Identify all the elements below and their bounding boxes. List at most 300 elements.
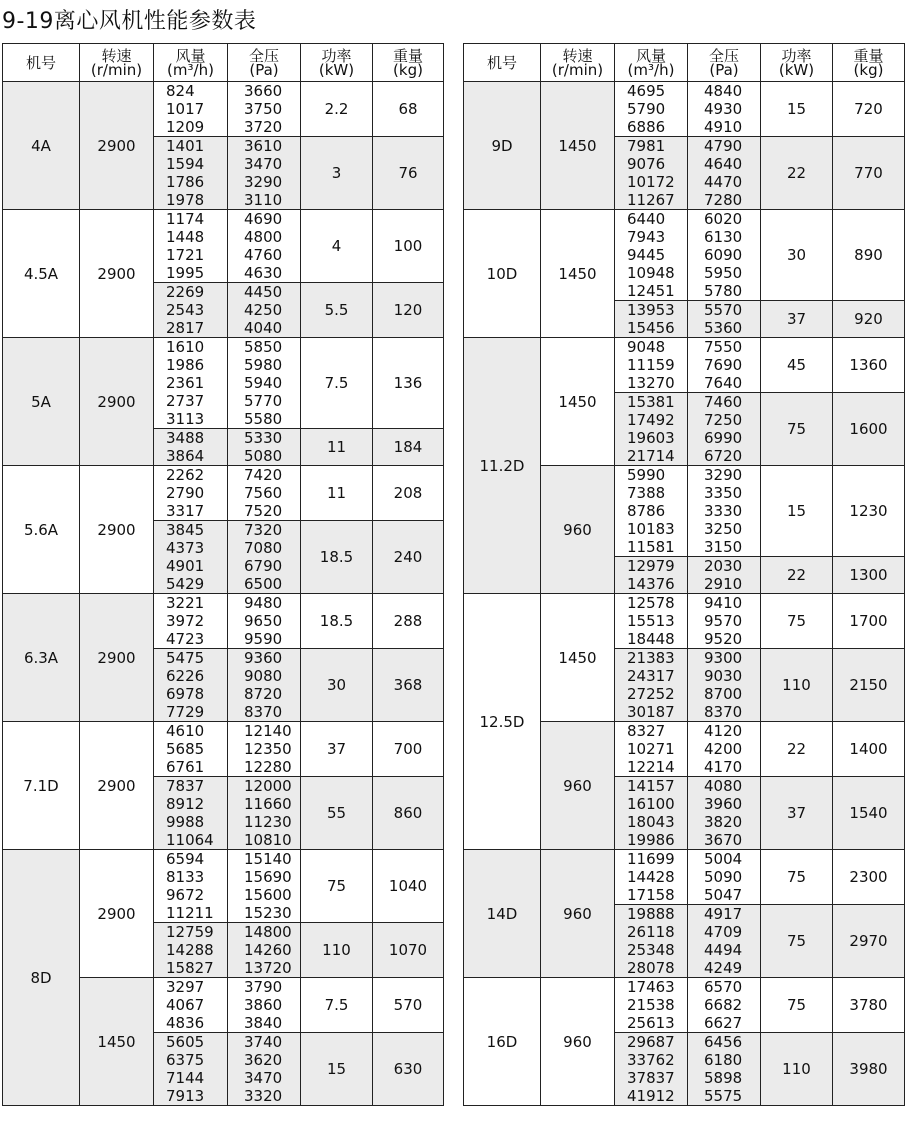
- flow-value: 11211: [166, 904, 214, 922]
- power-cell: 5.5: [301, 283, 373, 338]
- flow-value: 9988: [166, 813, 205, 831]
- model-cell: 5.6A: [3, 466, 80, 594]
- flow-value: 2790: [166, 484, 205, 502]
- pressure-value: 3840: [244, 1014, 283, 1032]
- flow-cell: [615, 301, 688, 338]
- pressure-cell: [228, 521, 301, 594]
- weight-cell: 1600: [833, 393, 905, 466]
- weight-cell: 240: [373, 521, 444, 594]
- flow-value: 17158: [627, 886, 675, 904]
- flow-value: 7913: [166, 1087, 205, 1105]
- power-cell: 75: [761, 393, 833, 466]
- flow-cell: [615, 137, 688, 210]
- pressure-value: 13720: [244, 959, 292, 977]
- pressure-cell: [228, 722, 301, 777]
- flow-value: 3488: [166, 429, 205, 447]
- flow-value: 5685: [166, 740, 205, 758]
- power-cell: 15: [761, 466, 833, 557]
- flow-value: 28078: [627, 959, 675, 977]
- pressure-value: 9590: [244, 630, 283, 648]
- flow-value: 1786: [166, 173, 205, 191]
- pressure-value: 5850: [244, 338, 283, 356]
- flow-value: 7729: [166, 703, 205, 721]
- header-pressure: 全压 (Pa): [688, 44, 761, 82]
- speed-cell: 960: [541, 850, 615, 978]
- pressure-value: 15230: [244, 904, 292, 922]
- pressure-value: 6456: [704, 1033, 743, 1051]
- model-cell: 11.2D: [464, 338, 541, 594]
- pressure-cell: [228, 466, 301, 521]
- pressure-value: 5950: [704, 264, 743, 282]
- pressure-value: 7280: [704, 191, 743, 209]
- pressure-value: 11660: [244, 795, 292, 813]
- power-cell: 11: [301, 429, 373, 466]
- pressure-value: 6090: [704, 246, 743, 264]
- table-row: [3, 466, 444, 521]
- pressure-value: 12350: [244, 740, 292, 758]
- power-cell: 110: [761, 649, 833, 722]
- flow-value: 27252: [627, 685, 675, 703]
- pressure-value: 4170: [704, 758, 743, 776]
- fan-performance-table-right: [463, 43, 905, 1106]
- flow-value: 14288: [166, 941, 214, 959]
- pressure-value: 3620: [244, 1051, 283, 1069]
- pressure-value: 7250: [704, 411, 743, 429]
- pressure-value: 4494: [704, 941, 743, 959]
- pressure-cell: [228, 594, 301, 649]
- flow-value: 6440: [627, 210, 666, 228]
- weight-cell: 1300: [833, 557, 905, 594]
- pressure-value: 9300: [704, 649, 743, 667]
- flow-cell: [154, 777, 228, 850]
- header-weight: 重量 (kg): [373, 44, 444, 82]
- header-flow: 风量 (m³/h): [154, 44, 228, 82]
- flow-value: 3972: [166, 612, 205, 630]
- power-cell: 15: [301, 1033, 373, 1106]
- weight-cell: 1360: [833, 338, 905, 393]
- pressure-value: 5940: [244, 374, 283, 392]
- model-cell: 16D: [464, 978, 541, 1106]
- pressure-value: 15690: [244, 868, 292, 886]
- weight-cell: 3780: [833, 978, 905, 1033]
- flow-value: 1721: [166, 246, 205, 264]
- power-cell: 7.5: [301, 338, 373, 429]
- pressure-value: 4690: [244, 210, 283, 228]
- flow-value: 5475: [166, 649, 205, 667]
- pressure-value: 4200: [704, 740, 743, 758]
- flow-value: 19603: [627, 429, 675, 447]
- table-row: [3, 594, 444, 649]
- flow-value: 29687: [627, 1033, 675, 1051]
- pressure-value: 9570: [704, 612, 743, 630]
- flow-value: 25613: [627, 1014, 675, 1032]
- pressure-value: 7420: [244, 466, 283, 484]
- power-cell: 75: [761, 850, 833, 905]
- weight-cell: 770: [833, 137, 905, 210]
- flow-value: 6594: [166, 850, 205, 868]
- pressure-value: 15140: [244, 850, 292, 868]
- flow-value: 7388: [627, 484, 666, 502]
- flow-value: 7144: [166, 1069, 205, 1087]
- model-cell: 12.5D: [464, 594, 541, 850]
- pressure-value: 9520: [704, 630, 743, 648]
- weight-cell: 288: [373, 594, 444, 649]
- pressure-value: 9360: [244, 649, 283, 667]
- table-row: [3, 82, 444, 137]
- header-model: 机号: [464, 44, 541, 82]
- flow-cell: [615, 466, 688, 557]
- flow-value: 8786: [627, 502, 666, 520]
- power-cell: 75: [761, 905, 833, 978]
- flow-value: 11581: [627, 538, 675, 556]
- power-cell: 75: [761, 594, 833, 649]
- flow-value: 7981: [627, 137, 666, 155]
- pressure-value: 3470: [244, 155, 283, 173]
- flow-value: 10948: [627, 264, 675, 282]
- pressure-value: 4709: [704, 923, 743, 941]
- speed-cell: 1450: [80, 978, 154, 1106]
- flow-value: 5605: [166, 1033, 205, 1051]
- speed-cell: 1450: [541, 338, 615, 466]
- flow-value: 824: [166, 82, 195, 100]
- flow-value: 3113: [166, 410, 205, 428]
- speed-cell: 2900: [80, 850, 154, 978]
- pressure-value: 6682: [704, 996, 743, 1014]
- page-title: 9-19离心风机性能参数表: [2, 9, 257, 34]
- power-cell: 11: [301, 466, 373, 521]
- flow-value: 13953: [627, 301, 675, 319]
- weight-cell: 1400: [833, 722, 905, 777]
- pressure-value: 8720: [244, 685, 283, 703]
- power-cell: 37: [761, 301, 833, 338]
- pressure-cell: [688, 905, 761, 978]
- pressure-cell: [688, 722, 761, 777]
- speed-cell: 960: [541, 466, 615, 594]
- flow-value: 9076: [627, 155, 666, 173]
- pressure-value: 6790: [244, 557, 283, 575]
- pressure-value: 5980: [244, 356, 283, 374]
- flow-value: 14376: [627, 575, 675, 593]
- weight-cell: 120: [373, 283, 444, 338]
- pressure-cell: [228, 1033, 301, 1106]
- flow-value: 15381: [627, 393, 675, 411]
- power-cell: 22: [761, 137, 833, 210]
- flow-value: 2262: [166, 466, 205, 484]
- flow-value: 6226: [166, 667, 205, 685]
- table-row: [464, 594, 905, 649]
- flow-value: 12979: [627, 557, 675, 575]
- table-header-row: [3, 44, 444, 82]
- pressure-cell: [228, 978, 301, 1033]
- pressure-value: 7550: [704, 338, 743, 356]
- flow-value: 30187: [627, 703, 675, 721]
- flow-value: 10183: [627, 520, 675, 538]
- pressure-value: 5080: [244, 447, 283, 465]
- power-cell: 7.5: [301, 978, 373, 1033]
- power-cell: 37: [301, 722, 373, 777]
- flow-cell: [615, 722, 688, 777]
- weight-cell: 184: [373, 429, 444, 466]
- weight-cell: 76: [373, 137, 444, 210]
- flow-value: 5429: [166, 575, 205, 593]
- pressure-value: 3740: [244, 1033, 283, 1051]
- flow-value: 11699: [627, 850, 675, 868]
- power-cell: 37: [761, 777, 833, 850]
- flow-value: 1986: [166, 356, 205, 374]
- pressure-value: 4080: [704, 777, 743, 795]
- pressure-cell: [228, 82, 301, 137]
- weight-cell: 1230: [833, 466, 905, 557]
- flow-value: 4723: [166, 630, 205, 648]
- pressure-value: 2910: [704, 575, 743, 593]
- flow-cell: [154, 978, 228, 1033]
- pressure-value: 3110: [244, 191, 283, 209]
- flow-value: 1401: [166, 137, 205, 155]
- pressure-cell: [228, 777, 301, 850]
- pressure-value: 6130: [704, 228, 743, 246]
- pressure-value: 3960: [704, 795, 743, 813]
- pressure-value: 12140: [244, 722, 292, 740]
- table-row: [3, 850, 444, 923]
- power-cell: 30: [761, 210, 833, 301]
- table-row: [464, 210, 905, 301]
- pressure-cell: [688, 594, 761, 649]
- flow-value: 12451: [627, 282, 675, 300]
- flow-value: 14157: [627, 777, 675, 795]
- pressure-cell: [228, 649, 301, 722]
- pressure-cell: [228, 137, 301, 210]
- flow-value: 3297: [166, 978, 205, 996]
- flow-cell: [154, 210, 228, 283]
- weight-cell: 1040: [373, 850, 444, 923]
- flow-value: 33762: [627, 1051, 675, 1069]
- pressure-cell: [228, 429, 301, 466]
- pressure-cell: [688, 82, 761, 137]
- weight-cell: 1700: [833, 594, 905, 649]
- pressure-value: 6627: [704, 1014, 743, 1032]
- flow-cell: [154, 137, 228, 210]
- pressure-value: 12000: [244, 777, 292, 795]
- flow-value: 10172: [627, 173, 675, 191]
- table-row: [464, 82, 905, 137]
- pressure-value: 8370: [244, 703, 283, 721]
- header-pressure: 全压 (Pa): [228, 44, 301, 82]
- flow-value: 16100: [627, 795, 675, 813]
- pressure-cell: [228, 923, 301, 978]
- flow-cell: [154, 722, 228, 777]
- pressure-value: 7690: [704, 356, 743, 374]
- flow-value: 2817: [166, 319, 205, 337]
- pressure-value: 6990: [704, 429, 743, 447]
- pressure-value: 14260: [244, 941, 292, 959]
- flow-value: 25348: [627, 941, 675, 959]
- flow-value: 13270: [627, 374, 675, 392]
- pressure-cell: [688, 557, 761, 594]
- flow-value: 17463: [627, 978, 675, 996]
- weight-cell: 860: [373, 777, 444, 850]
- pressure-value: 9410: [704, 594, 743, 612]
- flow-cell: [615, 777, 688, 850]
- header-power: 功率 (kW): [761, 44, 833, 82]
- pressure-value: 7640: [704, 374, 743, 392]
- flow-value: 41912: [627, 1087, 675, 1105]
- pressure-value: 4910: [704, 118, 743, 136]
- flow-value: 19986: [627, 831, 675, 849]
- flow-value: 12578: [627, 594, 675, 612]
- pressure-value: 4800: [244, 228, 283, 246]
- flow-value: 9445: [627, 246, 666, 264]
- flow-value: 1995: [166, 264, 205, 282]
- pressure-value: 3790: [244, 978, 283, 996]
- flow-cell: [154, 429, 228, 466]
- pressure-value: 6570: [704, 978, 743, 996]
- pressure-value: 4840: [704, 82, 743, 100]
- flow-cell: [154, 594, 228, 649]
- pressure-value: 4120: [704, 722, 743, 740]
- pressure-value: 4917: [704, 905, 743, 923]
- flow-cell: [154, 850, 228, 923]
- pressure-value: 7320: [244, 521, 283, 539]
- pressure-value: 6720: [704, 447, 743, 465]
- flow-value: 8327: [627, 722, 666, 740]
- table-row: [464, 850, 905, 905]
- power-cell: 15: [761, 82, 833, 137]
- flow-value: 12214: [627, 758, 675, 776]
- pressure-value: 5090: [704, 868, 743, 886]
- pressure-value: 6500: [244, 575, 283, 593]
- flow-value: 6978: [166, 685, 205, 703]
- pressure-value: 7080: [244, 539, 283, 557]
- pressure-value: 2030: [704, 557, 743, 575]
- pressure-value: 5580: [244, 410, 283, 428]
- weight-cell: 2970: [833, 905, 905, 978]
- flow-value: 7837: [166, 777, 205, 795]
- pressure-value: 3660: [244, 82, 283, 100]
- flow-value: 9672: [166, 886, 205, 904]
- pressure-value: 9650: [244, 612, 283, 630]
- flow-cell: [154, 82, 228, 137]
- weight-cell: 368: [373, 649, 444, 722]
- speed-cell: 1450: [541, 82, 615, 210]
- fan-performance-table-left: [2, 43, 444, 1106]
- weight-cell: 720: [833, 82, 905, 137]
- table-row: [3, 722, 444, 777]
- model-cell: 5A: [3, 338, 80, 466]
- table-header-row: [464, 44, 905, 82]
- speed-cell: 1450: [541, 594, 615, 722]
- pressure-value: 4249: [704, 959, 743, 977]
- flow-value: 18448: [627, 630, 675, 648]
- pressure-value: 4250: [244, 301, 283, 319]
- flow-value: 1610: [166, 338, 205, 356]
- flow-value: 11159: [627, 356, 675, 374]
- flow-value: 1017: [166, 100, 205, 118]
- flow-value: 4067: [166, 996, 205, 1014]
- speed-cell: 2900: [80, 82, 154, 210]
- weight-cell: 2300: [833, 850, 905, 905]
- flow-value: 1174: [166, 210, 205, 228]
- flow-cell: [615, 557, 688, 594]
- flow-value: 2543: [166, 301, 205, 319]
- power-cell: 45: [761, 338, 833, 393]
- flow-value: 1594: [166, 155, 205, 173]
- pressure-value: 10810: [244, 831, 292, 849]
- flow-cell: [154, 466, 228, 521]
- power-cell: 2.2: [301, 82, 373, 137]
- pressure-cell: [228, 210, 301, 283]
- flow-cell: [615, 978, 688, 1033]
- header-speed: 转速 (r/min): [541, 44, 615, 82]
- pressure-cell: [688, 850, 761, 905]
- flow-value: 5990: [627, 466, 666, 484]
- flow-value: 9048: [627, 338, 666, 356]
- pressure-cell: [688, 338, 761, 393]
- pressure-value: 6020: [704, 210, 743, 228]
- weight-cell: 700: [373, 722, 444, 777]
- pressure-value: 3290: [704, 466, 743, 484]
- flow-cell: [154, 521, 228, 594]
- weight-cell: 2150: [833, 649, 905, 722]
- flow-value: 8133: [166, 868, 205, 886]
- pressure-value: 4450: [244, 283, 283, 301]
- pressure-value: 3290: [244, 173, 283, 191]
- speed-cell: 960: [541, 978, 615, 1106]
- flow-cell: [154, 923, 228, 978]
- flow-value: 18043: [627, 813, 675, 831]
- flow-value: 37837: [627, 1069, 675, 1087]
- pressure-value: 5047: [704, 886, 743, 904]
- pressure-value: 4760: [244, 246, 283, 264]
- weight-cell: 136: [373, 338, 444, 429]
- power-cell: 30: [301, 649, 373, 722]
- flow-cell: [615, 649, 688, 722]
- pressure-cell: [228, 283, 301, 338]
- table-row: [3, 210, 444, 283]
- pressure-cell: [688, 393, 761, 466]
- speed-cell: 2900: [80, 210, 154, 338]
- flow-value: 4695: [627, 82, 666, 100]
- flow-value: 4836: [166, 1014, 205, 1032]
- header-model: 机号: [3, 44, 80, 82]
- flow-value: 7943: [627, 228, 666, 246]
- pressure-value: 4790: [704, 137, 743, 155]
- flow-value: 15827: [166, 959, 214, 977]
- flow-value: 4373: [166, 539, 205, 557]
- weight-cell: 1070: [373, 923, 444, 978]
- pressure-value: 9080: [244, 667, 283, 685]
- flow-value: 15456: [627, 319, 675, 337]
- pressure-cell: [688, 210, 761, 301]
- model-cell: 9D: [464, 82, 541, 210]
- pressure-value: 12280: [244, 758, 292, 776]
- flow-cell: [615, 210, 688, 301]
- weight-cell: 570: [373, 978, 444, 1033]
- speed-cell: 2900: [80, 722, 154, 850]
- pressure-value: 5570: [704, 301, 743, 319]
- weight-cell: 100: [373, 210, 444, 283]
- power-cell: 55: [301, 777, 373, 850]
- flow-value: 26118: [627, 923, 675, 941]
- flow-value: 10271: [627, 740, 675, 758]
- power-cell: 110: [761, 1033, 833, 1106]
- flow-cell: [615, 393, 688, 466]
- flow-value: 8912: [166, 795, 205, 813]
- model-cell: 7.1D: [3, 722, 80, 850]
- pressure-value: 4930: [704, 100, 743, 118]
- flow-value: 12759: [166, 923, 214, 941]
- weight-cell: 920: [833, 301, 905, 338]
- model-cell: 14D: [464, 850, 541, 978]
